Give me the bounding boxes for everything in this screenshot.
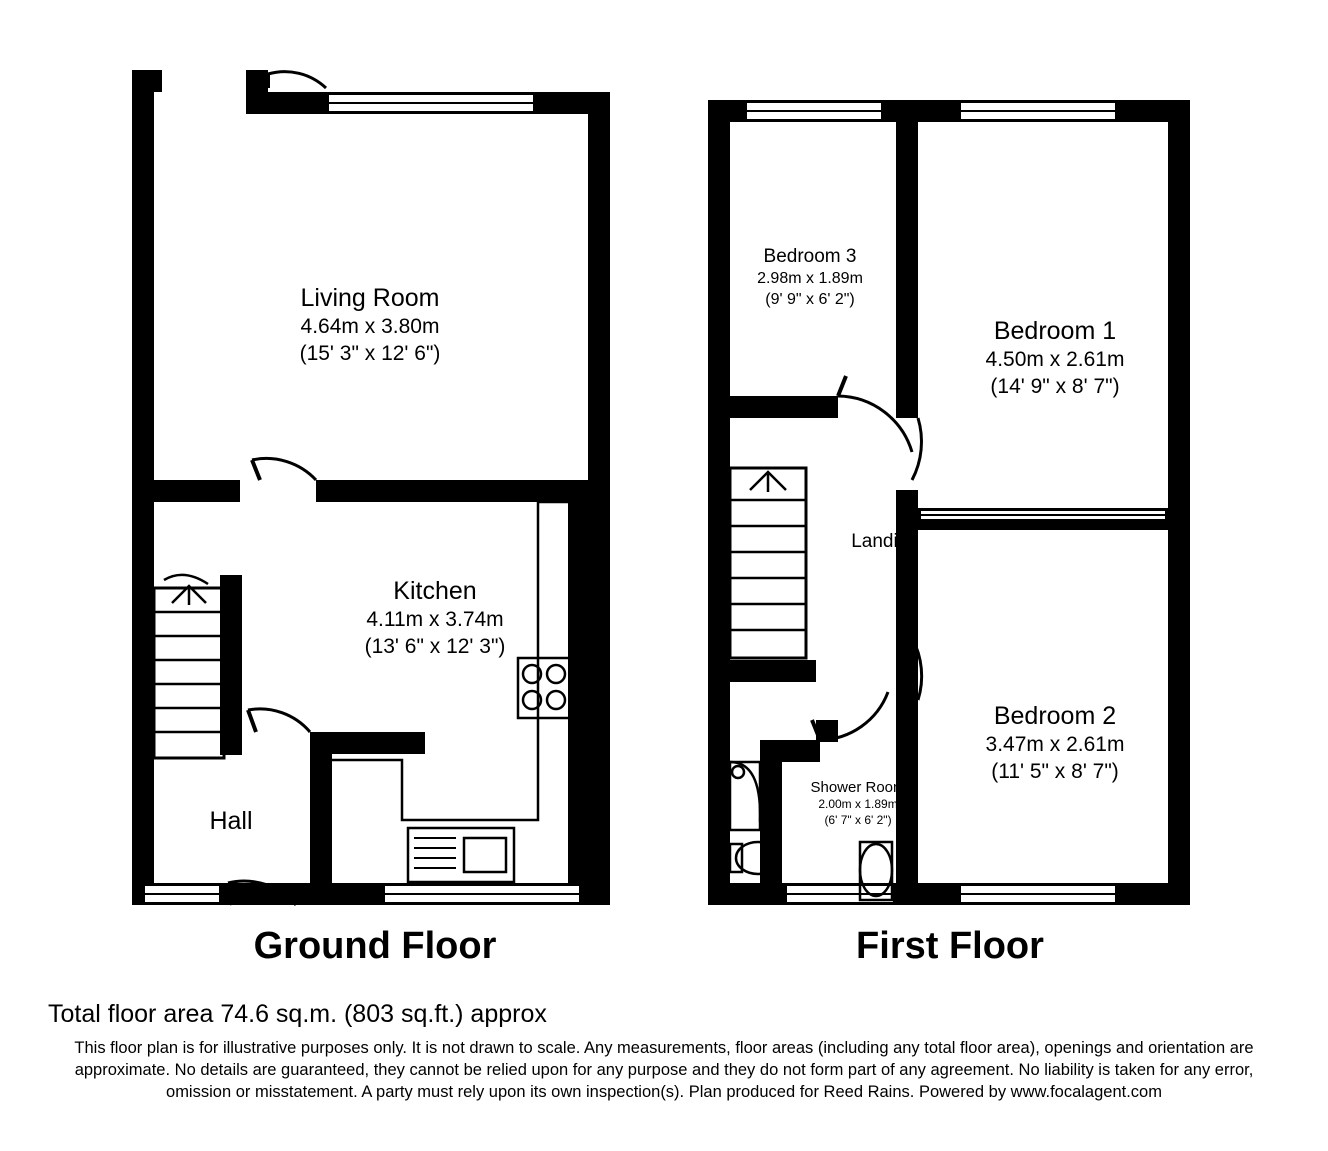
wall-left-outer-first [708, 100, 730, 905]
wall-top-left-stub [132, 70, 162, 92]
room-dims-imperial: (13' 6" x 12' 3") [364, 634, 506, 658]
room-label-bedroom-3 [720, 245, 900, 310]
wall-living-kitchen-left [132, 480, 240, 502]
room-name: Living Room [300, 284, 440, 312]
ground-floor-plan [120, 60, 630, 910]
room-label-landing [800, 530, 970, 554]
first-floor-plan [700, 60, 1200, 910]
room-name: Hall [209, 807, 253, 835]
wall-hall-stair-right [220, 575, 242, 755]
room-label-shower-room [778, 778, 938, 828]
window-living-room-front [326, 92, 536, 114]
room-dims-metric: 2.00m x 1.89m [818, 797, 898, 812]
wall-shower-top-right [760, 740, 820, 762]
room-name: Bedroom 3 [763, 246, 857, 267]
room-label-bedroom-1 [930, 315, 1180, 401]
room-label-hall [156, 805, 306, 837]
wall-kitchen-right-inner [568, 480, 590, 885]
wall-bedroom3-bottom [730, 396, 838, 418]
wall-shower-top [708, 660, 816, 682]
first-floor-title: First Floor [856, 925, 1044, 967]
room-label-kitchen [315, 575, 555, 661]
room-label-bedroom-2 [930, 700, 1180, 786]
window-landing-internal [918, 508, 1168, 522]
window-bedroom1-front [958, 100, 1118, 122]
room-dims-imperial: (15' 3" x 12' 6") [299, 341, 441, 365]
room-dims-metric: 4.64m x 3.80m [300, 315, 440, 338]
window-shower-rear [784, 883, 896, 905]
room-name: Kitchen [393, 577, 477, 605]
room-name: Bedroom 1 [993, 317, 1117, 345]
room-dims-metric: 4.50m x 2.61m [985, 348, 1125, 371]
window-kitchen-rear [382, 883, 582, 905]
total-floor-area: Total floor area 74.6 sq.m. (803 sq.ft.) approx [48, 1000, 547, 1028]
window-bedroom3-front [744, 100, 884, 122]
room-dims-metric: 2.98m x 1.89m [757, 270, 863, 288]
wall-hall-kitchen-vert [310, 732, 332, 885]
room-dims-metric: 3.47m x 2.61m [985, 733, 1125, 756]
room-label-living-room [250, 282, 490, 368]
room-name: Landing [851, 531, 919, 552]
wall-living-kitchen-right [316, 480, 591, 502]
room-name: Shower Room [810, 779, 906, 796]
ground-floor-title: Ground Floor [253, 925, 497, 967]
room-dims-metric: 4.11m x 3.74m [366, 608, 504, 631]
disclaimer-text: This floor plan is for illustrative purposes only. It is not drawn to scale. Any measurements, floor areas (including any total floor area), openings and orientation are approximate. No details are guaranteed, they cannot be relied upon for any purpose and they do not form part of any agreement. No liability is taken for any error, omission or misstatement. A party must rely upon its own inspection(s). Plan produced for Reed Rains. Powered by www.focalagent.com [74, 1039, 1254, 1101]
room-dims-imperial: (14' 9" x 8' 7") [990, 374, 1120, 398]
room-dims-imperial: (9' 9" x 6' 2") [765, 290, 855, 308]
wall-right-outer [588, 100, 610, 905]
room-dims-imperial: (11' 5" x 8' 7") [991, 759, 1119, 783]
window-hall-front [142, 883, 222, 905]
room-name: Bedroom 2 [993, 702, 1117, 730]
window-bedroom2-rear [958, 883, 1118, 905]
room-dims-imperial: (6' 7" x 6' 2") [824, 812, 892, 827]
